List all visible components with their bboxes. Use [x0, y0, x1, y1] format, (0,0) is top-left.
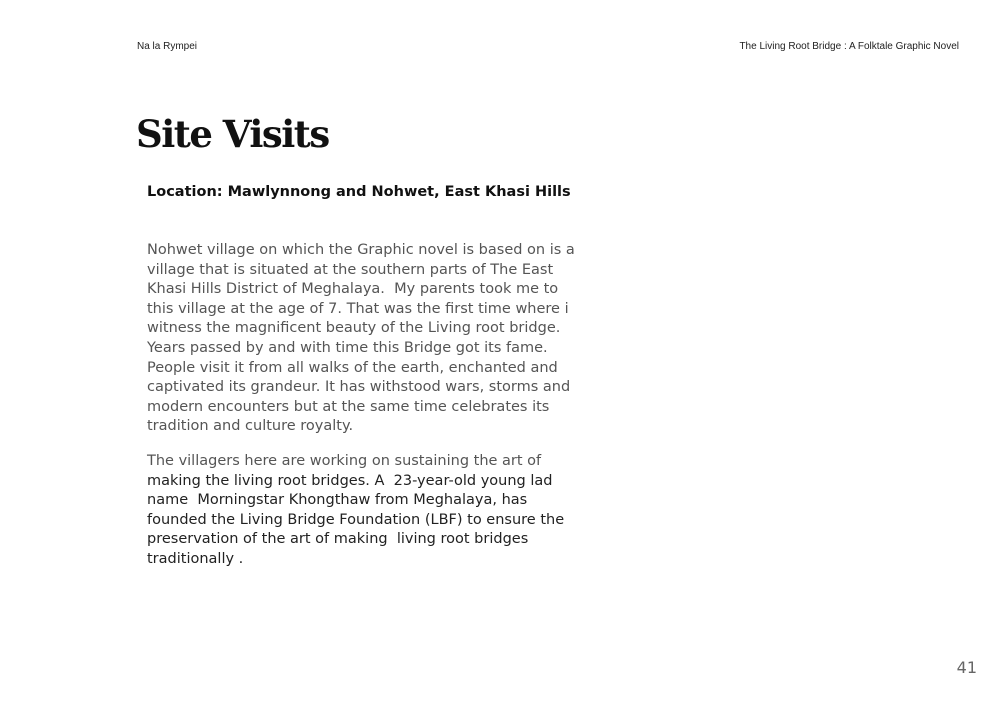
paragraph-line: Khasi Hills District of Meghalaya. My parents took me to — [147, 281, 559, 298]
paragraph-1 — [147, 241, 575, 437]
paragraph-line: Nohwet village on which the Graphic novel is based on is a — [147, 242, 575, 258]
page-title: Site Visits — [136, 112, 329, 156]
paragraph-line: name Morningstar Khongthaw from Meghalaya, has — [147, 492, 528, 509]
paragraph-line: preservation of the art of making living root bridges — [147, 531, 529, 548]
paragraph-line: village that is situated at the southern parts of The East — [147, 261, 554, 278]
paragraph-line: witness the magnificent beauty of the Living root bridge. — [147, 320, 561, 337]
paragraph-line: founded the Living Bridge Foundation (LBF) to ensure the — [147, 511, 565, 528]
paragraph-line: The villagers here are working on sustaining the art of — [147, 453, 542, 469]
location-heading: Location: Mawlynnong and Nohwet, East Khasi Hills — [147, 184, 571, 200]
paragraph-line: traditionally . — [147, 550, 244, 567]
paragraph-line: this village at the age of 7. That was the first time where i — [147, 300, 569, 317]
paragraph-line: captivated its grandeur. It has withstood wars, storms and — [147, 379, 571, 396]
paragraph-line: People visit it from all walks of the earth, enchanted and — [147, 359, 558, 376]
header-author: Na la Rympei — [137, 41, 198, 52]
paragraph-line: Years passed by and with time this Bridge got its fame. — [147, 339, 548, 356]
paragraph-line: making the living root bridges. A 23-year-old young lad — [147, 472, 553, 489]
paragraph-line: tradition and culture royalty. — [147, 418, 354, 435]
paragraph-line: modern encounters but at the same time celebrates its — [147, 398, 550, 415]
paragraph-2 — [147, 452, 565, 570]
page-number: 41 — [956, 658, 977, 677]
header-book-title: The Living Root Bridge : A Folktale Graphic Novel — [739, 41, 959, 52]
